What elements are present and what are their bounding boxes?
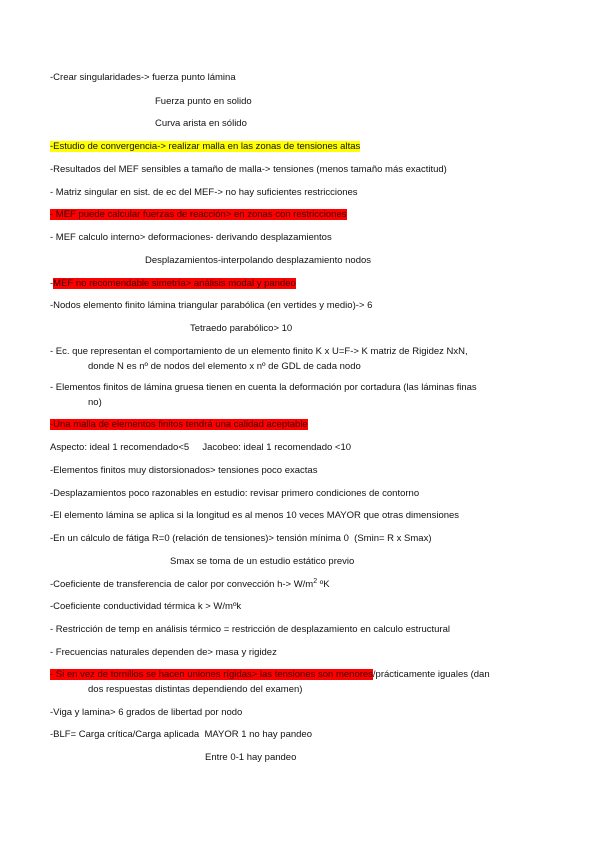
superscript: 2 [313, 577, 318, 585]
note-line [50, 578, 330, 591]
highlight-yellow: -Estudio de convergencia-> realizar malla en las zonas de tensiones altas [50, 141, 361, 152]
highlight-red: MEF no recomendable simetría> análisis modal y pandeo [53, 278, 296, 289]
note-line: Aspecto: ideal 1 recomendado<5 Jacobeo: ideal 1 recomendado <10 [50, 442, 352, 453]
note-line: -Resultados del MEF sensibles a tamaño de malla-> tensiones (menos tamaño más exactitud) [50, 164, 447, 175]
note-line-highlighted [50, 668, 490, 681]
note-line: -Viga y lamina> 6 grados de libertad por nodo [50, 707, 243, 718]
note-line: -Crear singularidades-> fuerza punto lámina [50, 72, 236, 83]
note-line-highlighted [50, 140, 360, 153]
note-line: - Frecuencias naturales dependen de> masa y rigidez [50, 647, 277, 658]
note-line-highlighted [50, 277, 296, 290]
note-line: Smax se toma de un estudio estático previo [170, 556, 355, 567]
note-line: -Coeficiente conductividad térmica k > W/mºk [50, 601, 242, 612]
note-line: - Matriz singular en sist. de ec del MEF-> no hay suficientes restricciones [50, 187, 358, 198]
note-line: - MEF calculo interno> deformaciones- derivando desplazamientos [50, 232, 332, 243]
note-line: -Elementos finitos muy distorsionados> tensiones poco exactas [50, 465, 318, 476]
note-line: -Nodos elemento finito lámina triangular parabólica (en vertides y medio)-> 6 [50, 300, 373, 311]
note-line: Curva arista en sólido [155, 118, 247, 129]
note-line-continuation: donde N es nº de nodos del elemento x nº de GDL de cada nodo [88, 361, 361, 372]
note-line: -Desplazamientos poco razonables en estudio: revisar primero condiciones de contorno [50, 488, 420, 499]
highlight-red: - Si en vez de tornillos se hacen uniones rígidas> las tensiones son menores [50, 669, 373, 680]
note-line-highlighted [50, 208, 347, 221]
note-line: Desplazamientos-interpolando desplazamiento nodos [145, 255, 372, 266]
note-line: Fuerza punto en solido [155, 96, 252, 107]
note-line: - Elementos finitos de lámina gruesa tienen en cuenta la deformación por cortadura (las láminas finas [50, 382, 477, 393]
note-line: -El elemento lámina se aplica si la longitud es al menos 10 veces MAYOR que otras dimensiones [50, 510, 460, 521]
note-line: - Restricción de temp en análisis térmico = restricción de desplazamiento en calculo estructural [50, 624, 450, 635]
note-text: -Coeficiente de transferencia de calor por convección h-> W/m [50, 579, 314, 590]
note-line: Entre 0-1 hay pandeo [205, 752, 297, 763]
note-line: Tetraedo parabólico> 10 [190, 323, 293, 334]
note-line-highlighted [50, 418, 308, 431]
dash: - [50, 278, 54, 289]
note-line-continuation: dos respuestas distintas dependiendo del examen) [88, 684, 303, 695]
note-text: ºK [317, 579, 330, 590]
highlight-red: - MEF puede calcular fuerzas de reacción> en zonas con restricciones [50, 209, 347, 220]
note-line: - Ec. que representan el comportamiento de un elemento finito K x U=F-> K matriz de Rigidez NxN, [50, 346, 468, 357]
note-line-continuation: no) [88, 397, 102, 408]
note-line: -En un cálculo de fátiga R=0 (relación de tensiones)> tensión mínima 0 (Smin= R x Smax) [50, 533, 432, 544]
note-text: /prácticamente iguales (dan [372, 669, 490, 680]
highlight-red: -Una malla de elementos finitos tendrá una calidad aceptable [50, 419, 308, 430]
note-line: -BLF= Carga crítica/Carga aplicada MAYOR 1 no hay pandeo [50, 729, 313, 740]
